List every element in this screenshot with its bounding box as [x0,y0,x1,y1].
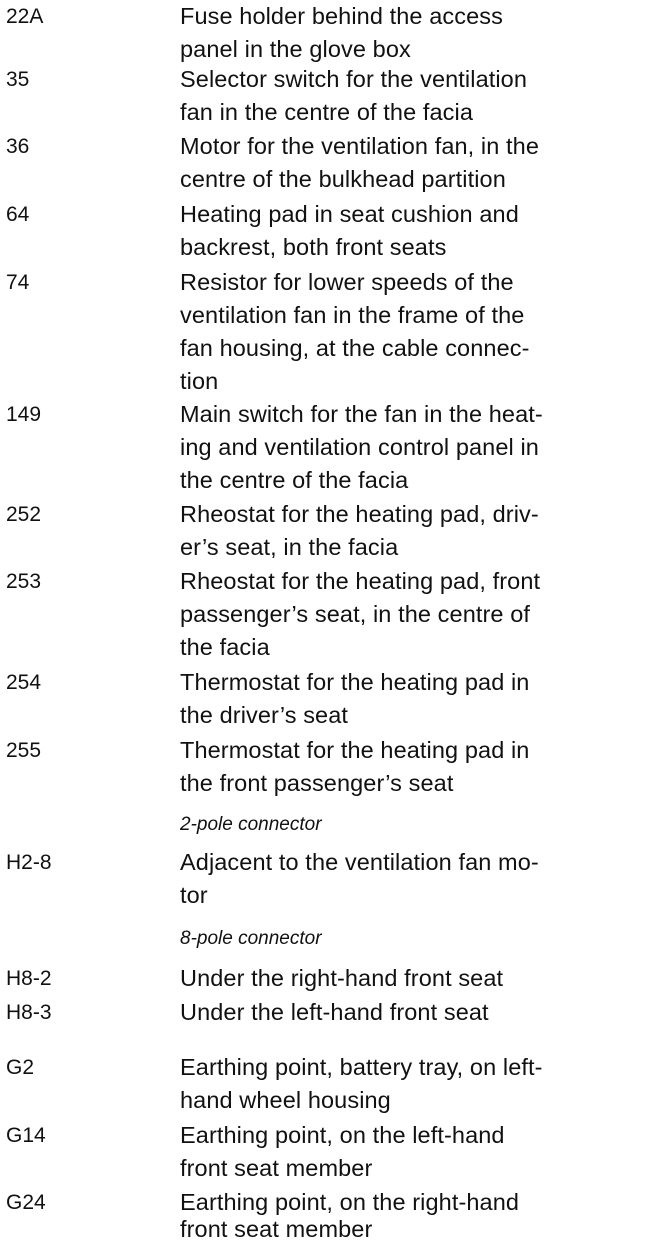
entry-desc-line: Motor for the ventilation fan, in the [180,133,540,159]
section-heading: 8-pole connector [180,928,322,949]
entry-h8-2 [0,962,672,995]
entry-74-cont [0,365,672,398]
entry-code: H2-8 [6,851,52,874]
entry-254 [0,666,672,699]
entry-64-cont [0,231,672,264]
entry-desc-line: Selector switch for the ventilation [180,66,528,92]
section-heading-8-pole [0,922,672,955]
entry-code: H8-2 [6,967,52,990]
entry-desc-line: fan in the centre of the facia [180,99,474,125]
entry-35-cont [0,96,672,129]
entry-desc-line: front seat member [180,1155,373,1181]
entry-desc-line: ing and ventilation control panel in [180,434,539,460]
entry-149 [0,398,672,431]
entry-desc-line: passenger’s seat, in the centre of [180,601,531,627]
entry-desc-line: hand wheel housing [180,1087,391,1113]
entry-64 [0,198,672,231]
entry-desc-line: Under the left-hand front seat [180,999,489,1025]
entry-desc-line: Earthing point, on the left-hand [180,1122,505,1148]
entry-code: 22A [6,5,44,28]
entry-desc-line: Rheostat for the heating pad, front [180,568,541,594]
entry-desc-line: centre of the bulkhead partition [180,166,506,192]
entry-255 [0,734,672,767]
entry-desc-line: the front passenger’s seat [180,770,454,796]
entry-h8-3 [0,996,672,1029]
section-heading: 2-pole connector [180,814,322,835]
entry-149-cont [0,464,672,497]
entry-35 [0,63,672,96]
entry-code: H8-3 [6,1001,52,1024]
entry-code: G14 [6,1124,46,1147]
entry-74 [0,266,672,299]
entry-desc-line: Under the right-hand front seat [180,965,504,991]
entry-g14 [0,1119,672,1152]
entry-code: 149 [6,403,42,426]
entry-149-cont [0,431,672,464]
entry-code: 74 [6,271,30,294]
entry-g2-cont [0,1084,672,1117]
entry-desc-line: Fuse holder behind the access [180,3,503,29]
entry-code: 253 [6,570,42,593]
entry-74-cont [0,332,672,365]
entry-255-cont [0,767,672,800]
entry-22a-cont [0,33,672,66]
entry-253-cont [0,631,672,664]
entry-desc-line: backrest, both front seats [180,234,447,260]
entry-desc-line: Earthing point, battery tray, on left- [180,1054,543,1080]
entry-desc-line: the driver’s seat [180,702,349,728]
entry-desc-line: Main switch for the fan in the heat- [180,401,543,427]
entry-desc-line: Rheostat for the heating pad, driv- [180,501,539,527]
entry-252-cont [0,531,672,564]
entry-desc-line: tor [180,882,208,908]
entry-desc-line: fan housing, at the cable connec- [180,335,530,361]
entry-desc-line: Thermostat for the heating pad in [180,737,530,763]
entry-desc-line: panel in the glove box [180,36,411,62]
entry-desc-line: er’s seat, in the facia [180,534,399,560]
entry-code: 35 [6,68,30,91]
entry-desc-line: Earthing point, on the right-hand [180,1189,520,1215]
entry-252 [0,498,672,531]
entry-22a [0,0,672,33]
entry-code: G2 [6,1056,35,1079]
entry-h2-8-cont [0,879,672,912]
entry-code: 254 [6,671,42,694]
entry-g14-cont [0,1152,672,1185]
entry-desc-line: the facia [180,634,270,660]
entry-code: 64 [6,203,30,226]
entry-desc-line: front seat member [180,1216,373,1242]
entry-desc-line: Thermostat for the heating pad in [180,669,530,695]
entry-code: 36 [6,135,30,158]
entry-code: 252 [6,503,42,526]
entry-253-cont [0,598,672,631]
entry-desc-line: Resistor for lower speeds of the [180,269,514,295]
entry-g2 [0,1051,672,1084]
entry-254-cont [0,699,672,732]
entry-code: 255 [6,739,42,762]
entry-desc-line: the centre of the facia [180,467,409,493]
entry-36 [0,130,672,163]
entry-g24-cont [0,1213,672,1246]
entry-74-cont [0,299,672,332]
entry-desc-line: tion [180,368,219,394]
entry-desc-line: Heating pad in seat cushion and [180,201,519,227]
entry-desc-line: ventilation fan in the frame of the [180,302,525,328]
entry-253 [0,565,672,598]
entry-desc-line: Adjacent to the ventilation fan mo- [180,849,539,875]
entry-h2-8 [0,846,672,879]
entry-36-cont [0,163,672,196]
entry-code: G24 [6,1191,46,1214]
section-heading-2-pole [0,808,672,841]
